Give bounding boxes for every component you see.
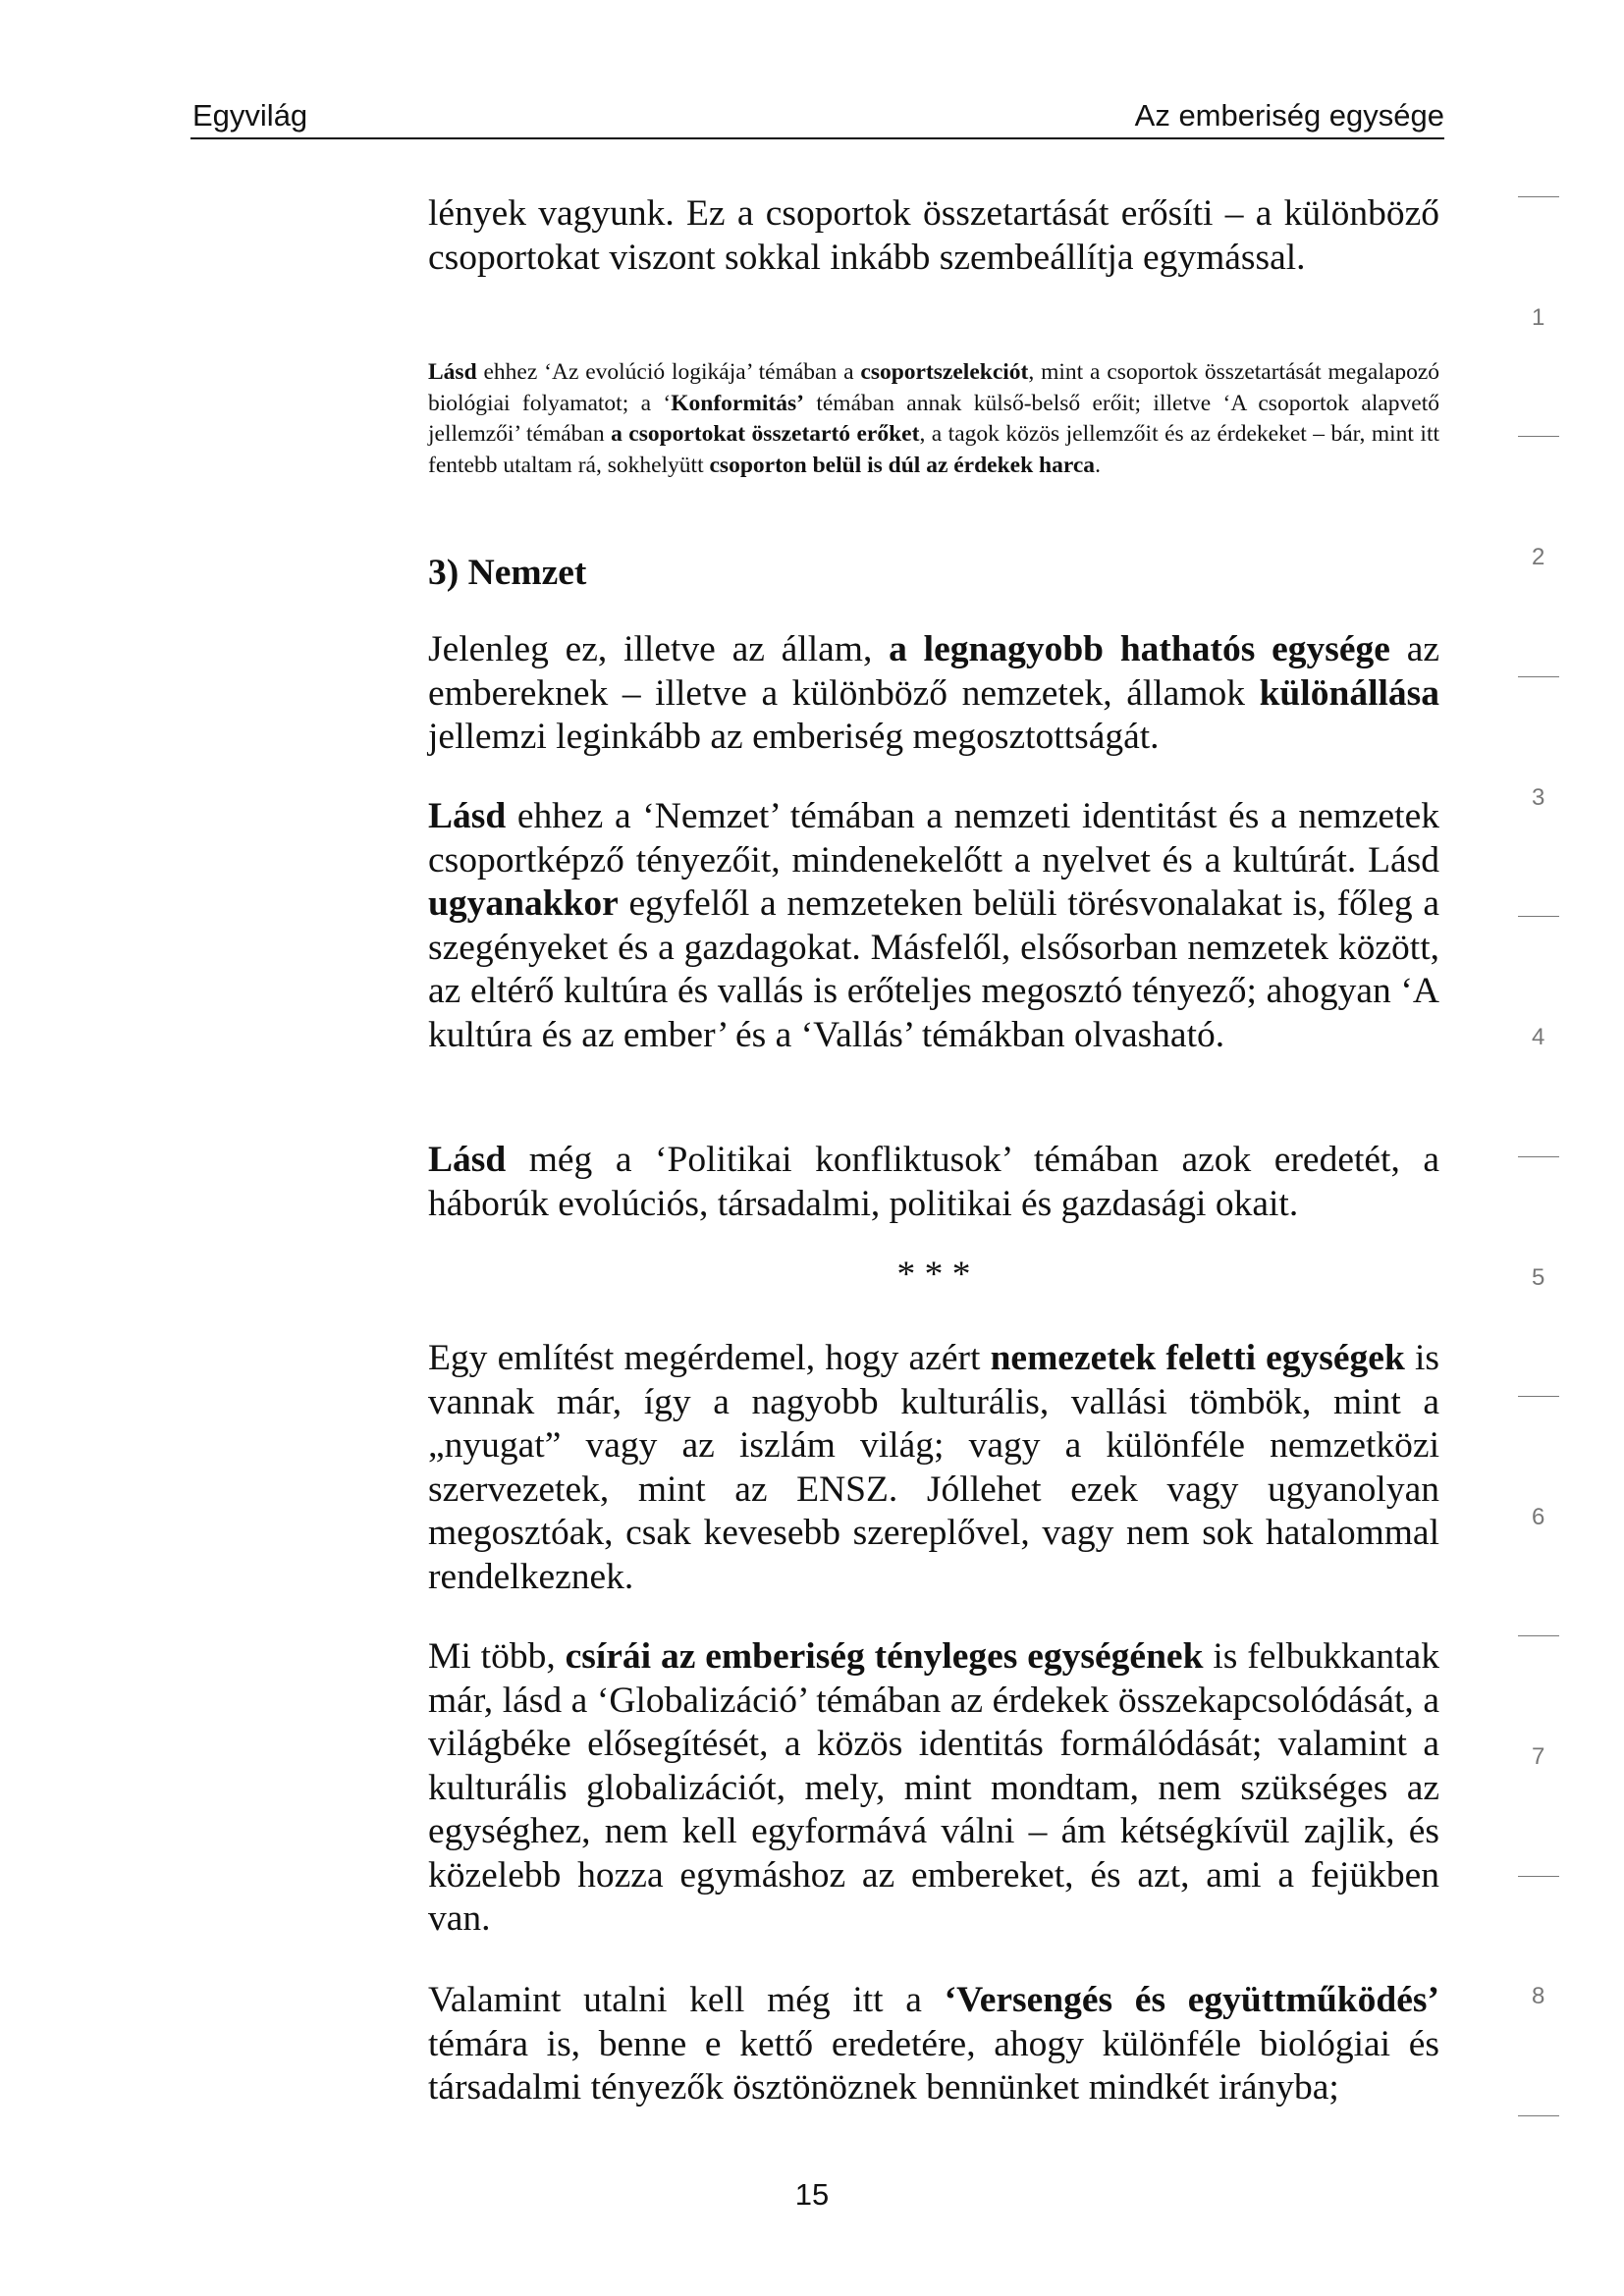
p7-span-3: témára is, benne e kettő eredetére, ahogy különféle biológiai és társadalmi tényezők ösztönöznek bennünket mindkét irányba; bbox=[428, 2023, 1439, 2108]
p2-span-5: jellemzi leginkább az emberiség megosztottságát. bbox=[428, 717, 1160, 757]
paragraph-continuation bbox=[428, 192, 1439, 280]
section-break bbox=[428, 1254, 1439, 1296]
margin-line-number: 4 bbox=[1532, 1024, 1545, 1050]
paragraph-6 bbox=[428, 1635, 1439, 1942]
note-span-6: témában annak külső-belső erőit; illetve ‘A csoportok alapvető jellemzői’ témában bbox=[428, 390, 1440, 447]
p2-bold-2: különállása bbox=[1259, 672, 1439, 714]
margin-line-number: 5 bbox=[1532, 1264, 1545, 1291]
note-span-4: , mint a csoportok összetartását megalapozó biológiai folyamatot; a ‘ bbox=[428, 359, 1440, 416]
margin-line-number: 8 bbox=[1532, 1983, 1545, 2009]
p4-span-2: még a ‘Politikai konfliktusok’ témában azok eredetét, a háborúk evolúciós, társadalmi, politikai és gazdasági okait. bbox=[428, 1140, 1439, 1224]
running-header-left: Egyvilág bbox=[192, 98, 308, 133]
margin-tick bbox=[1518, 1396, 1559, 1397]
margin-line-number: 2 bbox=[1532, 544, 1545, 570]
p4-bold-1: Lásd bbox=[428, 1140, 507, 1180]
p3-bold-1: Lásd bbox=[428, 796, 507, 836]
p5-span-3: is vannak már, így a nagyobb kulturális, vallási tömbök, mint a „nyugat” vagy az iszlám világ; vagy a különféle nemzetközi szervezetek, mint az ENSZ. Jóllehet ezek vagy ugyanolyan megosztóak, csak kevesebb szereplővel, vagy nem sok hatalommal rendelkeznek. bbox=[428, 1338, 1440, 1597]
note-span-10: . bbox=[1095, 452, 1101, 478]
p7-bold-1: ‘Versengés és együttműködés’ bbox=[944, 1980, 1439, 2020]
paragraph-7 bbox=[428, 1979, 1439, 2110]
note-text bbox=[428, 357, 1439, 481]
margin-tick bbox=[1518, 676, 1559, 677]
note-span-8: , a tagok közös jellemzőit és az érdekeket – bár, mint itt fentebb utaltam rá, sokhelyütt bbox=[428, 421, 1440, 478]
p6-bold-1: csírái az emberiség tényleges egységének bbox=[565, 1636, 1204, 1677]
note-span-2: ehhez ‘Az evolúció logikája’ témában a bbox=[476, 359, 861, 385]
note-bold-csoportszelekcio: csoportszelekciót bbox=[860, 359, 1029, 385]
paragraph-3 bbox=[428, 795, 1439, 1057]
p5-span-1: Egy említést megérdemel, hogy azért bbox=[428, 1338, 991, 1378]
section-heading: 3) Nemzet bbox=[428, 553, 587, 593]
p2-span-3: az embereknek – illetve a különböző nemzetek, államok bbox=[428, 629, 1439, 714]
note-block bbox=[428, 357, 1439, 481]
margin-tick bbox=[1518, 1876, 1559, 1877]
section-heading-block bbox=[428, 552, 1439, 594]
header-rule bbox=[190, 137, 1444, 139]
paragraph-2 bbox=[428, 628, 1439, 760]
note-bold-lasd: Lásd bbox=[428, 359, 477, 385]
paragraph-4-text bbox=[428, 1139, 1439, 1226]
p5-bold-1: nemezetek feletti egységek bbox=[990, 1338, 1405, 1378]
margin-tick bbox=[1518, 436, 1559, 437]
paragraph-5 bbox=[428, 1337, 1439, 1599]
p6-span-1: Mi több, bbox=[428, 1636, 566, 1677]
margin-line-number: 3 bbox=[1532, 784, 1545, 811]
p3-bold-2: ugyanakkor bbox=[428, 883, 619, 924]
note-bold-konformitas: Konformitás’ bbox=[671, 390, 804, 416]
p7-span-1: Valamint utalni kell még itt a bbox=[428, 1980, 945, 2020]
paragraph-3-text bbox=[428, 795, 1439, 1057]
margin-tick bbox=[1518, 1156, 1559, 1157]
margin-tick bbox=[1518, 1635, 1559, 1636]
margin-tick bbox=[1518, 196, 1559, 197]
paragraph-5-text bbox=[428, 1337, 1439, 1599]
note-bold-erdekek-harca: csoporton belül is dúl az érdekek harca bbox=[709, 452, 1096, 478]
margin-line-number: 6 bbox=[1532, 1504, 1545, 1530]
p2-bold-1: a legnagyobb hathatós egysége bbox=[889, 629, 1390, 669]
p3-span-4: egyfelől a nemzeteken belüli törésvonalakat is, főleg a szegényeket és a gazdagokat. Másfelől, elsősorban nemzetek között, az eltérő kultúra és vallás is erőteljes megosztó tényező; ahogyan ‘A kultúra és az ember’ és a ‘Vallás’ témákban olvasható. bbox=[428, 883, 1439, 1055]
margin-tick bbox=[1518, 2115, 1559, 2116]
margin-line-number: 1 bbox=[1532, 304, 1545, 331]
paragraph-7-text bbox=[428, 1979, 1439, 2110]
paragraph-1-text: lények vagyunk. Ez a csoportok összetartását erősíti – a különböző csoportokat viszont sokkal inkább szembeállítja egymással. bbox=[428, 193, 1439, 278]
margin-tick bbox=[1518, 916, 1559, 917]
p3-span-2: ehhez a ‘Nemzet’ témában a nemzeti identitást és a nemzetek csoportképző tényezőit, mindenekelőtt a nyelvet és a kultúrát. Lásd bbox=[428, 796, 1439, 881]
p6-span-3: is felbukkantak már, lásd a ‘Globalizáció’ témában az érdekek összekapcsolódását, a világbéke elősegítését, a közös identitás formálódását; valamint a kulturális globalizációt, mely, mint mondtam, nem szükséges az egységhez, nem kell egyformává válni – ám kétségkívül zajlik, és közelebb hozza egymáshoz az embereket, és azt, ami a fejükben van. bbox=[428, 1636, 1439, 1939]
note-bold-osszetarto: a csoportokat összetartó erőket bbox=[611, 421, 920, 447]
paragraph-4 bbox=[428, 1139, 1439, 1226]
asterism: * * * bbox=[896, 1255, 971, 1295]
margin-line-number: 7 bbox=[1532, 1743, 1545, 1770]
p2-span-1: Jelenleg ez, illetve az állam, bbox=[428, 629, 890, 669]
running-header-right: Az emberiség egysége bbox=[1134, 98, 1444, 133]
page-number: 15 bbox=[794, 2177, 830, 2212]
paragraph-6-text bbox=[428, 1635, 1439, 1942]
paragraph-2-text bbox=[428, 628, 1439, 760]
